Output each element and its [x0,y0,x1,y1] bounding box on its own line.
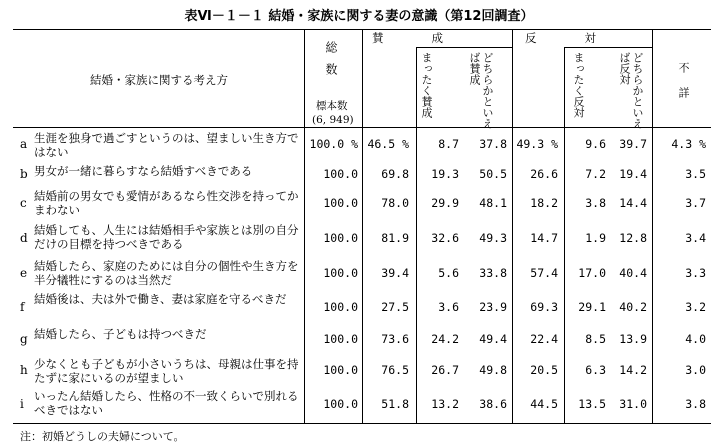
cell-total: 100.0 [323,332,358,346]
row-text: いったん結婚したら、性格の不一致くらいで別れるべきではない [34,389,299,417]
cell-unknown: 3.3 [685,266,706,280]
cell-agree-some: 33.8 [479,266,507,280]
table-bottom-border [13,423,711,424]
cell-agree-full: 32.6 [431,231,459,245]
cell-oppose: 22.4 [530,332,558,346]
cell-total: 100.0 % [309,137,358,151]
col-agree-total-border [416,47,417,423]
cell-oppose-full: 3.8 [585,196,606,210]
cell-agree: 51.8 [381,396,409,411]
cell-unknown: 3.5 [685,167,706,181]
cell-oppose-full: 6.3 [585,363,606,377]
cell-agree: 27.5 [381,299,409,314]
cell-oppose-some: 40.2 [619,299,647,314]
oppose-sub-hline [564,47,652,48]
row-letter: h [20,363,28,377]
cell-total: 100.0 [323,363,358,377]
cell-agree-some: 23.9 [479,299,507,314]
cell-unknown: 3.2 [685,299,706,314]
cell-unknown: 3.4 [685,231,706,245]
cell-oppose-full: 8.5 [585,332,606,346]
cell-agree-some: 48.1 [479,196,507,210]
cell-oppose: 57.4 [530,266,558,280]
row-letter: b [20,167,28,181]
cell-agree-full: 29.9 [431,196,459,210]
row-text: 結婚したら、子どもは持つべきだ [34,327,207,341]
col-item-border [304,29,305,423]
header-unknown: 不詳 [677,62,690,112]
header-oppose-some: どちらかといえば反対 [618,52,644,129]
col-oppose-border [652,29,653,423]
header-oppose-full: まったく反対 [572,52,585,118]
cell-oppose: 20.5 [530,363,558,377]
col-agree-border [512,29,513,423]
row-letter: i [20,396,24,411]
header-oppose: 反対 [525,31,644,45]
cell-oppose: 26.6 [530,167,558,181]
cell-total: 100.0 [323,396,358,411]
cell-agree: 73.6 [381,332,409,346]
header-agree-full: まったく賛成 [420,52,433,118]
cell-total: 100.0 [323,231,358,245]
cell-oppose-full: 7.2 [585,167,606,181]
header-agree-some: どちらかといえば賛成 [468,52,494,129]
row-text: 結婚前の男女でも愛情があるなら性交渉を持ってかまわない [34,189,299,217]
cell-agree-some: 37.8 [479,137,507,151]
cell-oppose-some: 39.7 [619,137,647,151]
cell-agree-full: 8.7 [438,137,459,151]
col-oppose-total-border [564,47,565,423]
cell-agree-full: 3.6 [438,299,459,314]
cell-agree: 69.8 [381,167,409,181]
row-text: 結婚後は、夫は外で働き、妻は家庭を守るべきだ [34,292,287,306]
cell-agree-some: 49.8 [479,363,507,377]
cell-agree-some: 49.3 [479,231,507,245]
cell-agree: 78.0 [381,196,409,210]
cell-oppose: 14.7 [530,231,558,245]
cell-agree: 46.5 % [367,137,409,151]
cell-agree-full: 26.7 [431,363,459,377]
table-title: 表Ⅵ－１－１ 結婚・家族に関する妻の意識（第12回調査） [184,9,534,24]
cell-unknown: 3.8 [685,396,706,411]
row-text: 少なくとも子どもが小さいうちは、母親は仕事を持たずに家にいるのが望ましい [34,357,299,385]
cell-agree-some: 38.6 [479,396,507,411]
header-total: 総数 [324,41,338,85]
cell-oppose-full: 1.9 [585,231,606,245]
cell-agree-full: 24.2 [431,332,459,346]
cell-agree-full: 5.6 [438,266,459,280]
cell-total: 100.0 [323,167,358,181]
cell-oppose: 69.3 [530,299,558,314]
cell-unknown: 4.3 % [671,137,706,151]
row-text: 男女が一緒に暮らすなら結婚すべきである [34,164,253,178]
cell-oppose-full: 13.5 [578,396,606,411]
row-letter: c [20,196,27,210]
cell-total: 100.0 [323,266,358,280]
row-text: 結婚しても、人生には結婚相手や家族とは別の自分だけの目標を持つべきである [34,223,299,251]
cell-agree: 39.4 [381,266,409,280]
cell-oppose-full: 9.6 [585,137,606,151]
cell-agree-full: 19.3 [431,167,459,181]
cell-agree: 81.9 [381,231,409,245]
cell-unknown: 3.0 [685,363,706,377]
agree-sub-hline [416,47,512,48]
cell-oppose-some: 40.4 [619,266,647,280]
cell-agree-some: 50.5 [479,167,507,181]
header-sample-n: (6, 949) [312,114,354,126]
cell-agree-full: 13.2 [431,396,459,411]
row-letter: d [20,231,28,245]
cell-oppose-full: 17.0 [578,266,606,280]
cell-oppose-some: 13.9 [619,332,647,346]
cell-oppose: 44.5 [530,396,558,411]
row-letter: e [20,266,28,280]
cell-total: 100.0 [323,299,358,314]
cell-oppose-some: 12.8 [619,231,647,245]
cell-agree-some: 49.4 [479,332,507,346]
row-letter: f [20,299,25,314]
cell-oppose-full: 29.1 [578,299,606,314]
cell-agree: 76.5 [381,363,409,377]
table-note: 注：初婚どうしの夫婦について。 [20,430,185,443]
cell-oppose-some: 19.4 [619,167,647,181]
row-text: 結婚したら、家庭のためには自分の個性や生き方を半分犠牲にするのは当然だ [34,259,299,287]
col-total-border [362,29,363,423]
cell-oppose-some: 31.0 [619,396,647,411]
cell-oppose-some: 14.4 [619,196,647,210]
header-sample-label: 標本数 [316,100,348,112]
cell-total: 100.0 [323,196,358,210]
header-agree: 賛成 [372,31,491,45]
cell-unknown: 3.7 [685,196,706,210]
row-letter: a [20,137,28,151]
header-item-col: 結婚・家族に関する考え方 [90,73,228,87]
cell-oppose: 18.2 [530,196,558,210]
row-text: 生涯を独身で過ごすというのは、望ましい生き方ではない [34,131,299,159]
cell-unknown: 4.0 [685,332,706,346]
cell-oppose-some: 14.2 [619,363,647,377]
cell-oppose: 49.3 % [516,137,558,151]
row-letter: g [20,332,28,346]
